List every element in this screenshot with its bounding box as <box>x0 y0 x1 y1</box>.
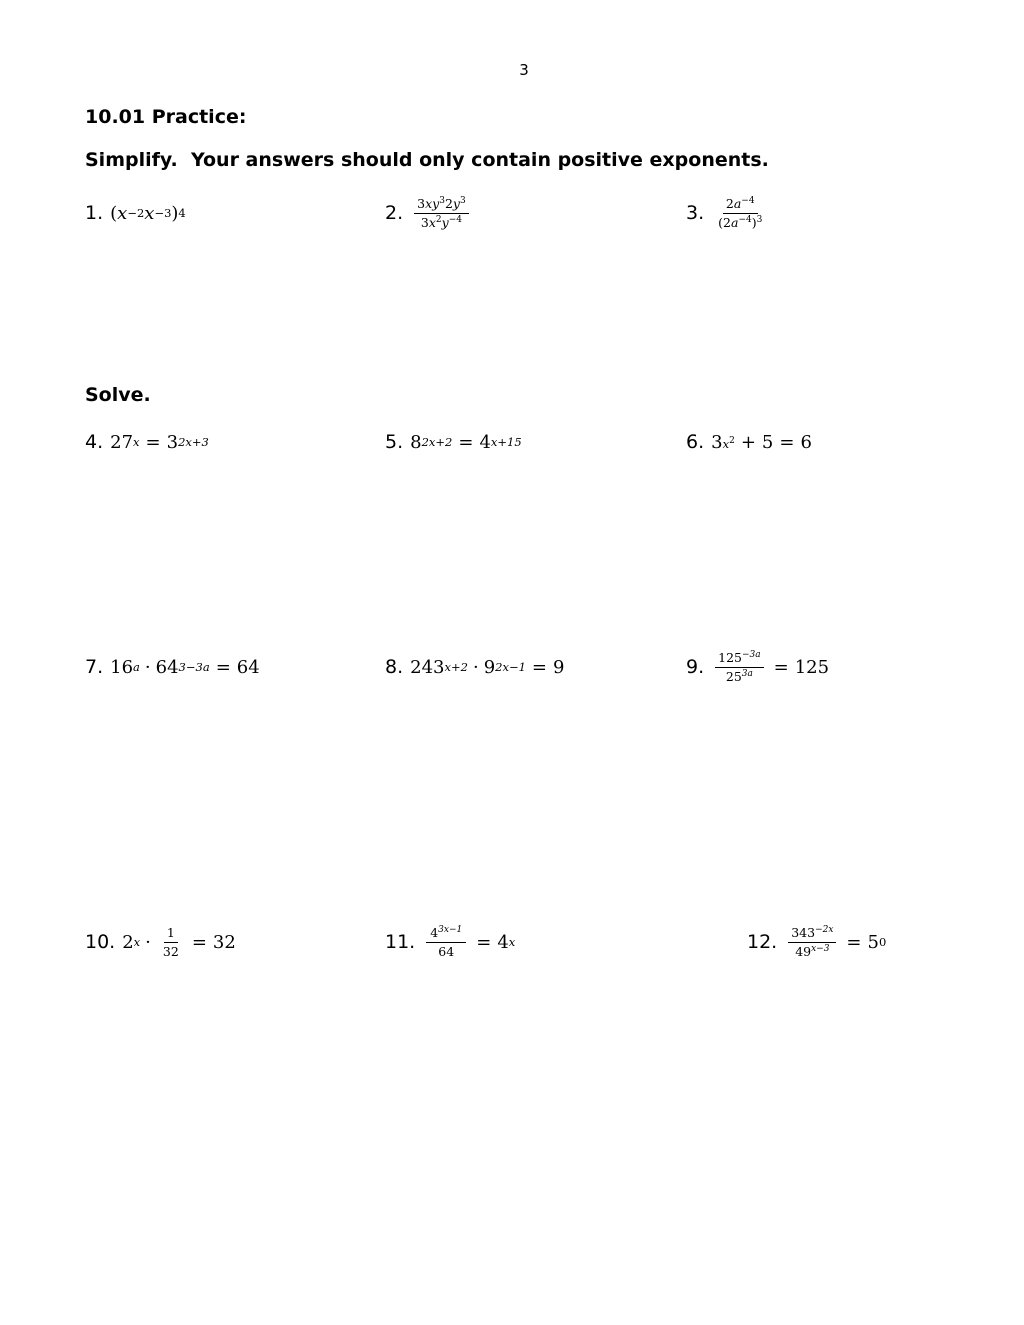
problem-number: 3. <box>686 202 705 224</box>
section-title: 10.01 Practice: <box>85 106 247 128</box>
fraction: $\frac{2a^{-4}}{(2a^{-4})^3}$ <box>718 195 763 230</box>
fraction: $\frac{3xy^32y^3}{3x^2y^{-4}}$ <box>414 197 469 230</box>
problem-9 <box>686 647 829 687</box>
problem-1 <box>85 193 186 233</box>
problem-number: 2. <box>385 202 404 224</box>
problem-4 <box>85 422 209 462</box>
math-expression: $\frac{343^{-2x}}{49^{x-3}}$ = 5 0 <box>784 926 886 959</box>
problem-number: 4. <box>85 431 104 453</box>
problem-number: 11. <box>385 931 416 953</box>
math-expression: 2 x · $\frac{1}{32}$ = 32 <box>122 924 236 959</box>
solve-instruction: Solve. <box>85 384 151 406</box>
problem-10 <box>85 922 236 962</box>
problem-12 <box>747 922 886 962</box>
problem-11 <box>385 922 515 962</box>
problem-number: 6. <box>686 431 705 453</box>
problem-8 <box>385 647 564 687</box>
fraction: $\frac{343^{-2x}}{49^{x-3}}$ <box>788 926 836 959</box>
math-expression: $\frac{125^{-3a}}{25^{3a}}$ = 125 <box>711 651 829 684</box>
problem-number: 5. <box>385 431 404 453</box>
math-expression: 8 2x+2 = 4 x+15 <box>410 431 522 453</box>
problem-number: 8. <box>385 656 404 678</box>
problem-5 <box>385 422 522 462</box>
math-expression: ( x −2 x −3 ) 4 <box>110 202 186 224</box>
problem-6 <box>686 422 812 462</box>
problem-number: 7. <box>85 656 104 678</box>
fraction: $\frac{125^{-3a}}{25^{3a}}$ <box>715 651 764 684</box>
problem-number: 10. <box>85 931 116 953</box>
math-expression: $\frac{4^{3x-1}}{64}$ = 4 x <box>422 926 515 959</box>
simplify-instruction: Simplify. Your answers should only contain positive exponents. <box>85 149 769 171</box>
problem-3 <box>686 193 769 233</box>
fraction: $\frac{4^{3x-1}}{64}$ <box>426 926 466 959</box>
math-expression: 16 a · 64 3−3a = 64 <box>110 656 260 678</box>
math-expression: 27 x = 3 2x+3 <box>110 431 209 453</box>
math-expression <box>410 197 473 230</box>
problem-number: 9. <box>686 656 705 678</box>
fraction: $\frac{1}{32}$ <box>162 924 179 959</box>
problem-2 <box>385 193 473 233</box>
math-expression <box>711 197 769 230</box>
page-number: 3 <box>519 61 529 79</box>
math-expression: 3 $x^2$ + 5 = 6 <box>711 431 812 453</box>
problem-7 <box>85 647 260 687</box>
math-expression: 243 x+2 · 9 2x−1 = 9 <box>410 656 565 678</box>
problem-number: 1. <box>85 202 104 224</box>
problem-number: 12. <box>747 931 778 953</box>
